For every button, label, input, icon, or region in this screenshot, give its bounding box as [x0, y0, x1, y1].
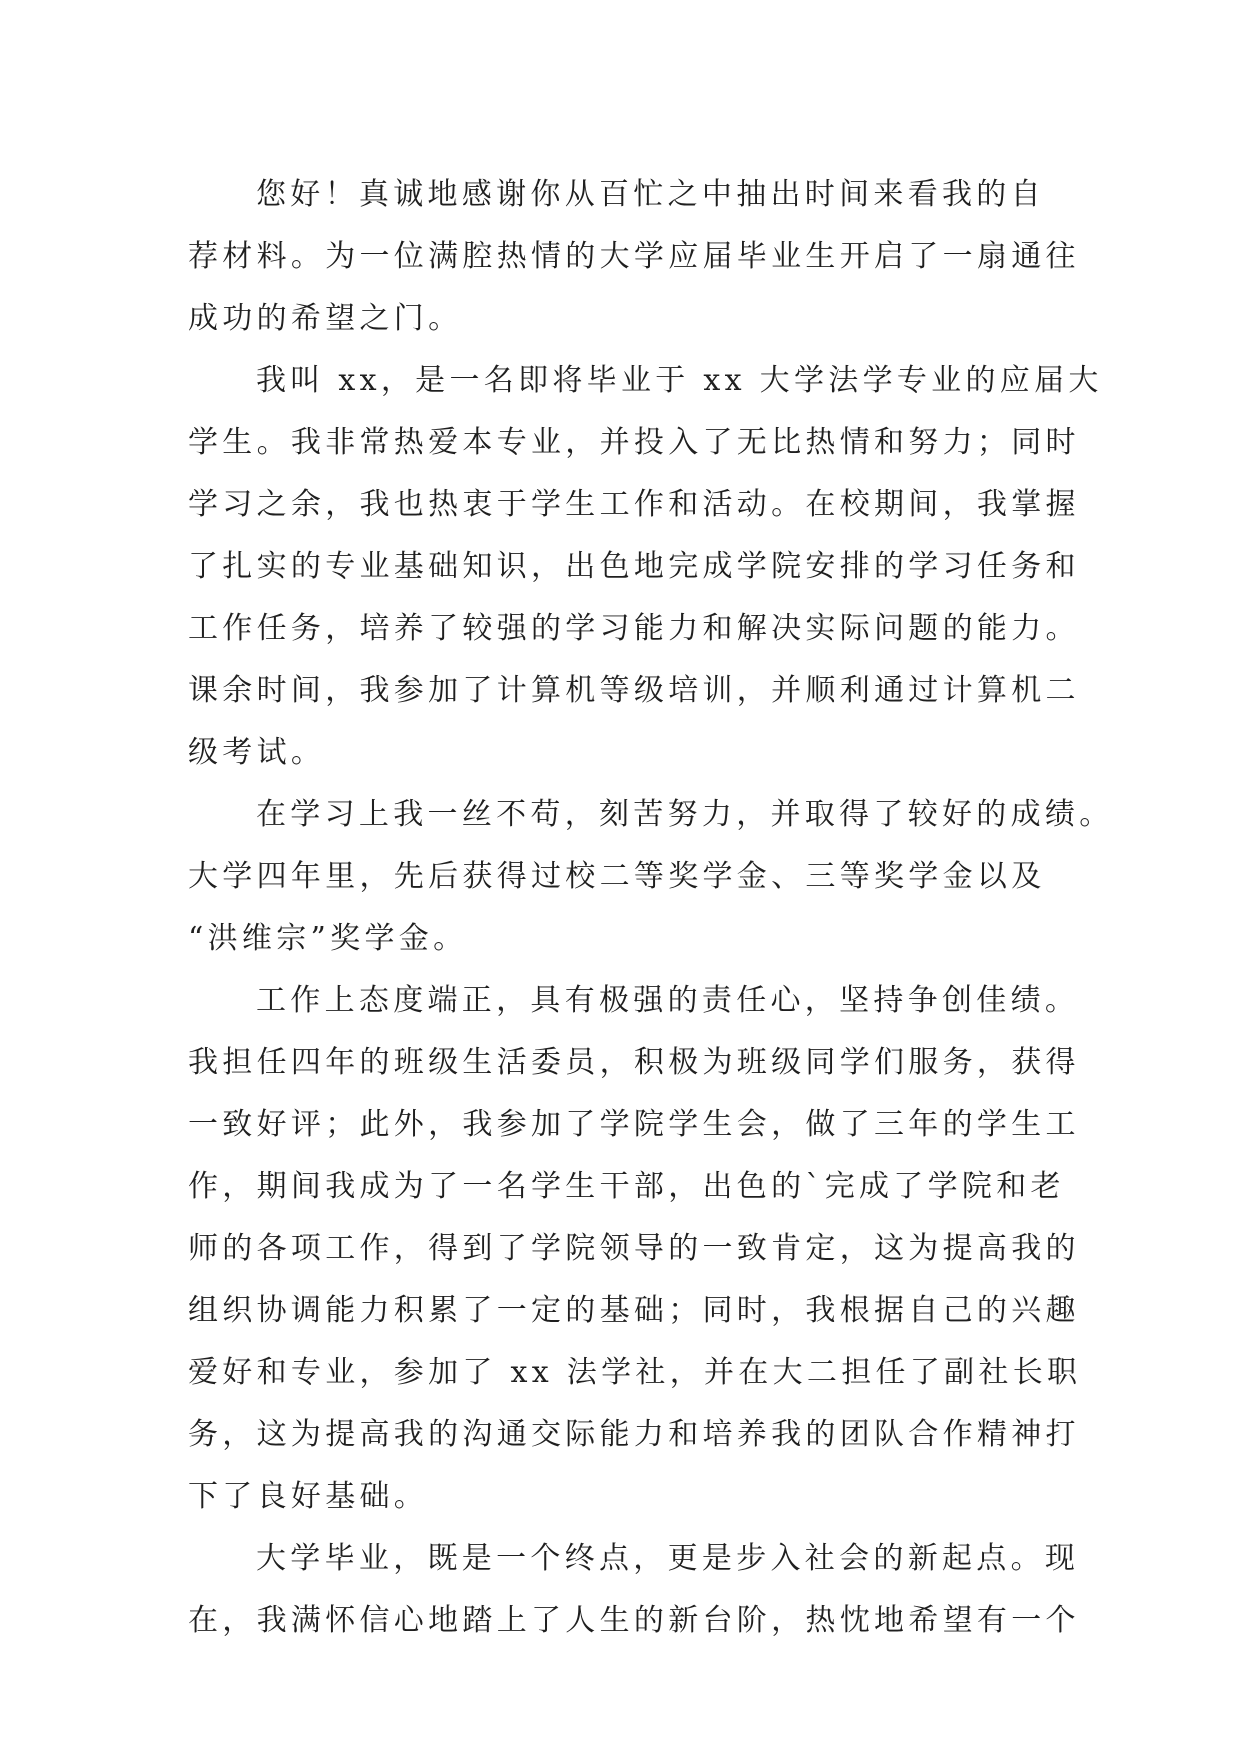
text-line: 作，期间我成为了一名学生干部，出色的`完成了学院和老: [188, 1169, 1065, 1204]
paragraph-graduation: [188, 1528, 1080, 1652]
paragraph-introduction: [188, 350, 1103, 784]
text-line: 下了良好基础。: [188, 1479, 429, 1514]
text-line: 一致好评；此外，我参加了学院学生会，做了三年的学生工: [188, 1107, 1080, 1142]
text-line: 在学习上我一丝不苟，刻苦努力，并取得了较好的成绩。: [256, 797, 1114, 832]
text-line: 师的各项工作，得到了学院领导的一致肯定，这为提高我的: [188, 1231, 1080, 1266]
text-line: 了扎实的专业基础知识，出色地完成学院安排的学习任务和: [188, 549, 1080, 584]
text-line: 大学毕业，既是一个终点，更是步入社会的新起点。现: [256, 1541, 1080, 1576]
paragraph-study: [188, 784, 1114, 970]
text-line: 爱好和专业，参加了 xx 法学社，并在大二担任了副社长职: [188, 1355, 1082, 1390]
text-line: 我叫 xx，是一名即将毕业于 xx 大学法学专业的应届大: [256, 363, 1103, 398]
text-line: 务，这为提高我的沟通交际能力和培养我的团队合作精神打: [188, 1417, 1080, 1452]
text-line: 工作任务，培养了较强的学习能力和解决实际问题的能力。: [188, 611, 1080, 646]
letter-body: [188, 164, 1114, 1652]
text-line: “洪维宗”奖学金。: [188, 921, 468, 956]
text-line: 组织协调能力积累了一定的基础；同时，我根据自己的兴趣: [188, 1293, 1080, 1328]
text-line: 荐材料。为一位满腔热情的大学应届毕业生开启了一扇通往: [188, 239, 1080, 274]
paragraph-work: [188, 970, 1082, 1528]
text-line: 工作上态度端正，具有极强的责任心，坚持争创佳绩。: [256, 983, 1080, 1018]
text-line: 大学四年里，先后获得过校二等奖学金、三等奖学金以及: [188, 859, 1046, 894]
text-line: 课余时间，我参加了计算机等级培训，并顺利通过计算机二: [188, 673, 1080, 708]
text-line: 学生。我非常热爱本专业，并投入了无比热情和努力；同时: [188, 425, 1080, 460]
text-line: 学习之余，我也热衷于学生工作和活动。在校期间，我掌握: [188, 487, 1080, 522]
text-line: 我担任四年的班级生活委员，积极为班级同学们服务，获得: [188, 1045, 1080, 1080]
paragraph-greeting: [188, 164, 1080, 350]
text-line: 成功的希望之门。: [188, 301, 463, 336]
text-line: 您好！真诚地感谢你从百忙之中抽出时间来看我的自: [256, 177, 1045, 212]
text-line: 级考试。: [188, 735, 326, 770]
text-line: 在，我满怀信心地踏上了人生的新台阶，热忱地希望有一个: [188, 1603, 1080, 1638]
